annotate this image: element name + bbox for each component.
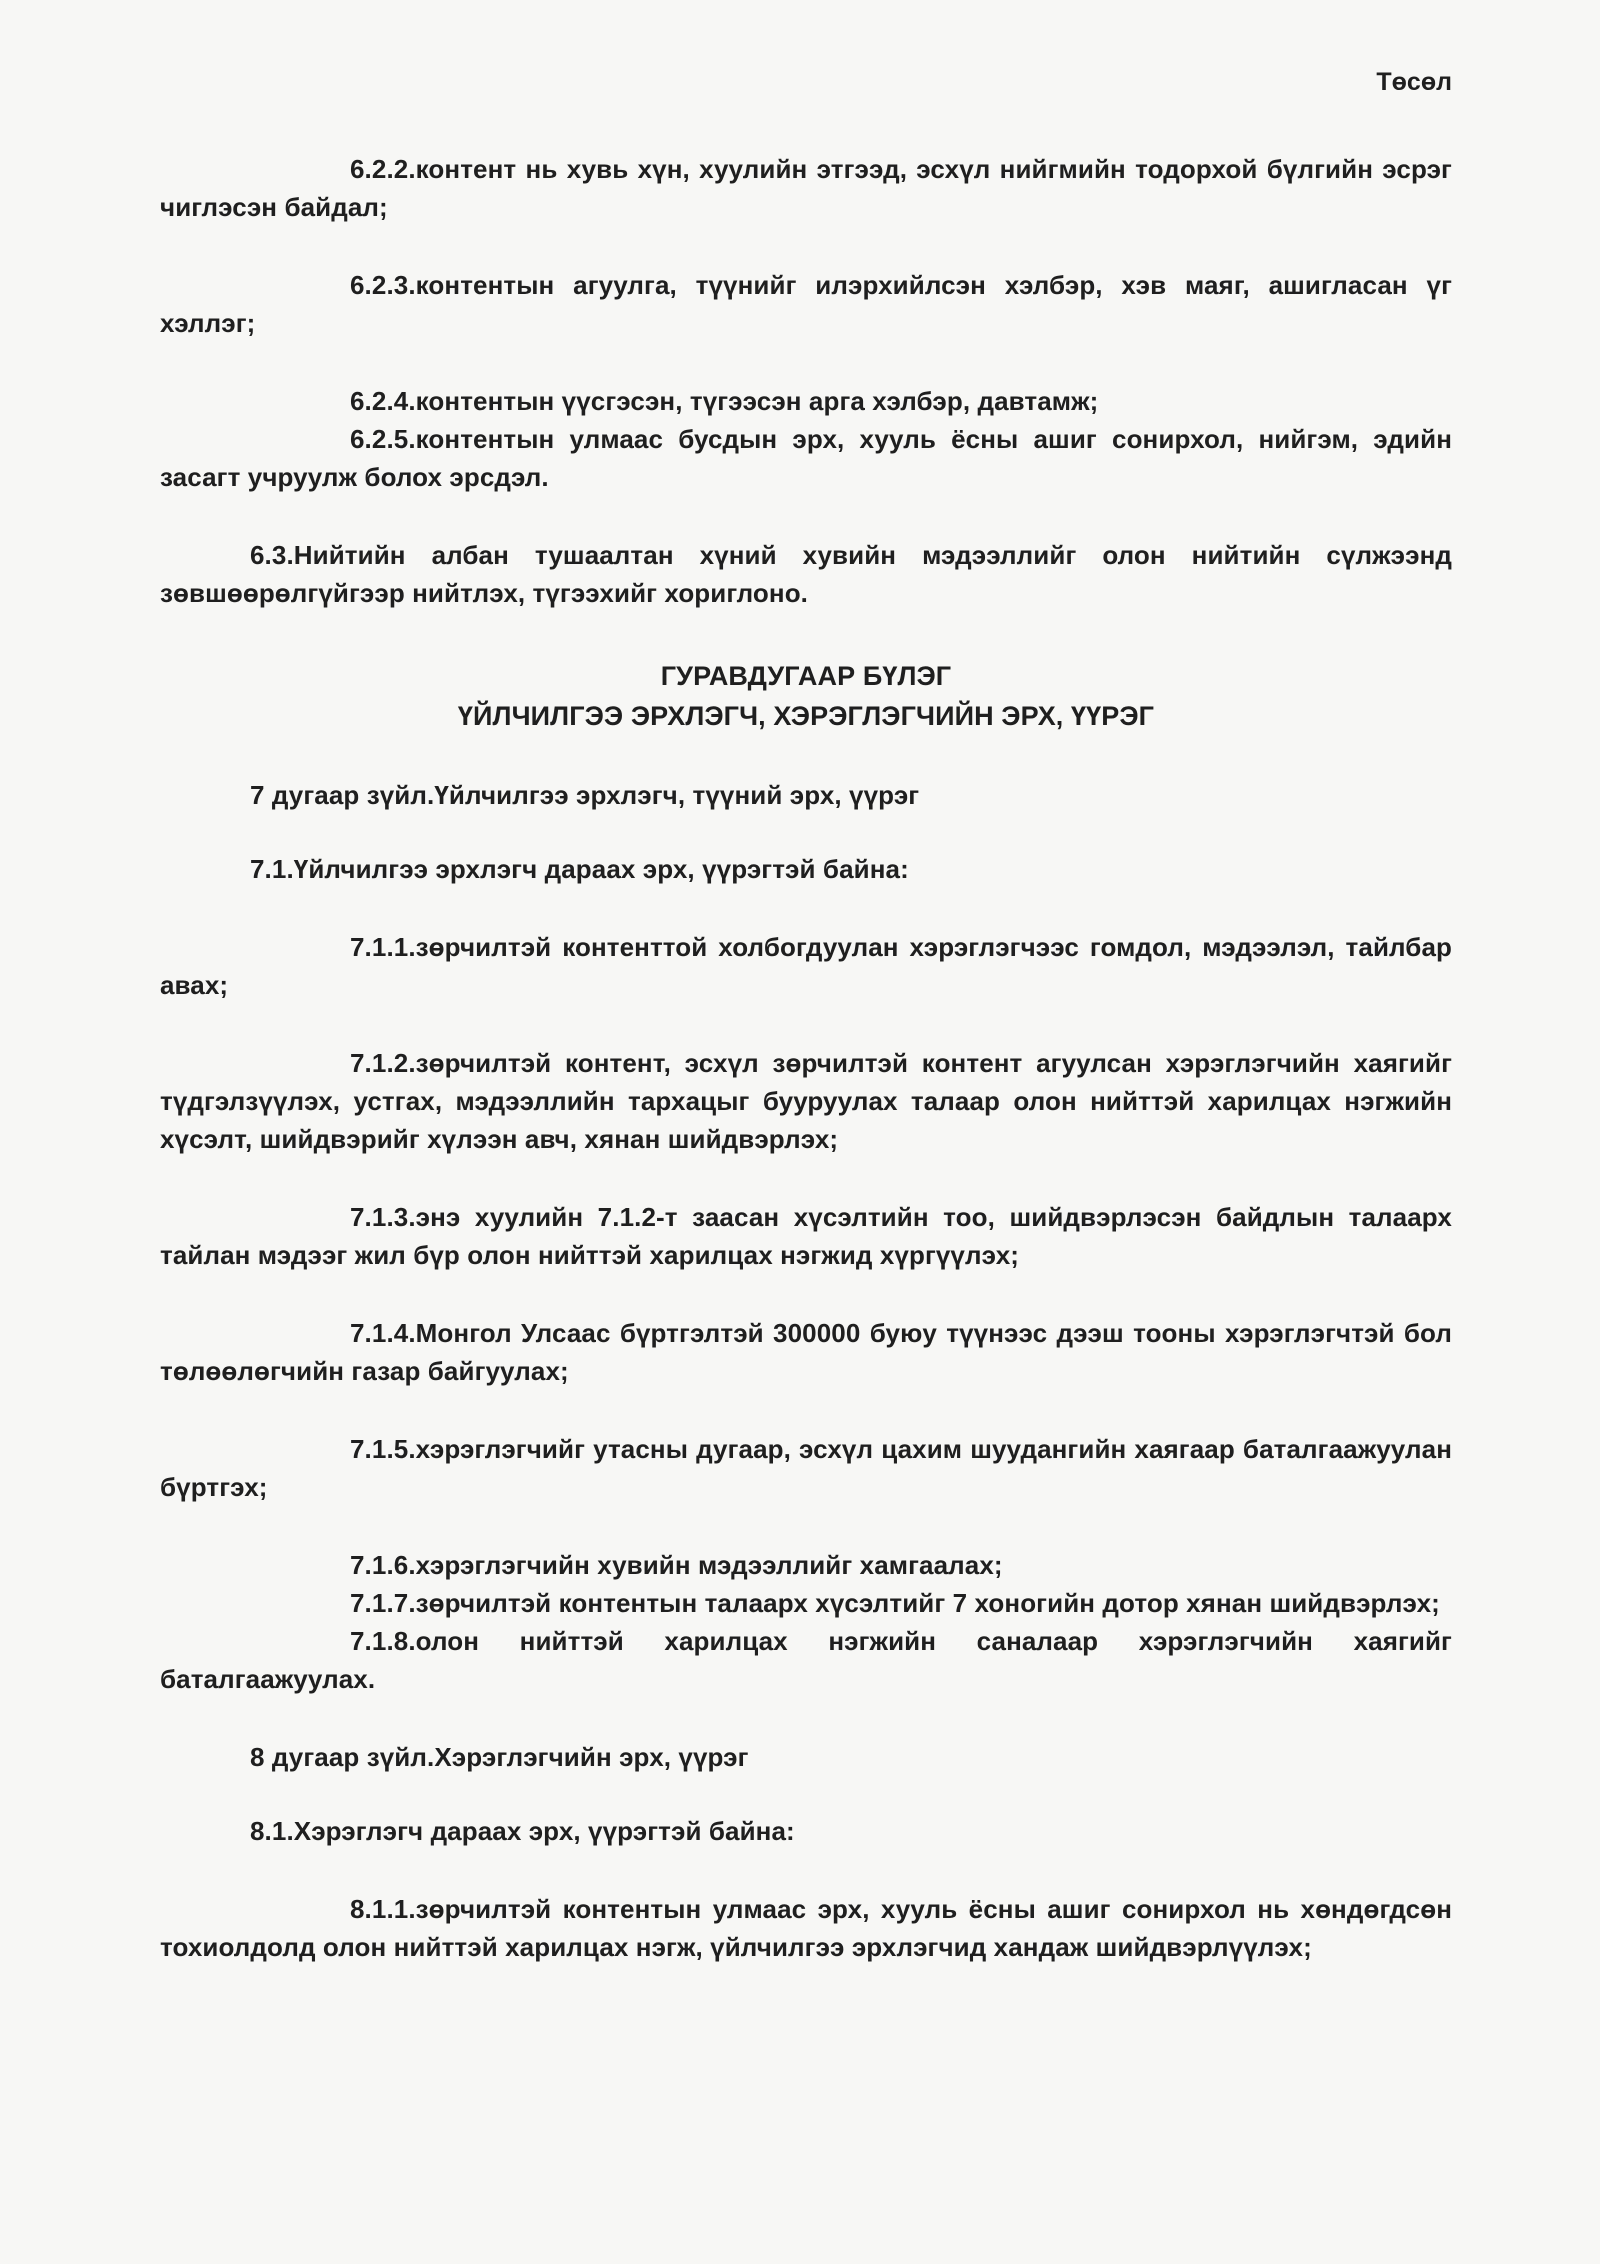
paragraph-6-2-4: 6.2.4.контентын үүсгэсэн, түгээсэн арга хэлбэр, давтамж; <box>350 386 1099 416</box>
article-8-intro: 8.1.Хэрэглэгч дараах эрх, үүрэгтэй байна: <box>250 1816 795 1846</box>
item-7-1-5: 7.1.5.хэрэглэгчийг утасны дугаар, эсхүл цахим шуудангийн хаягаар баталгаажуулан бүртгэх; <box>160 1434 1452 1502</box>
item-8-1-1: 8.1.1.зөрчилтэй контентын улмаас эрх, хууль ёсны ашиг сонирхол нь хөндөгдсөн тохиолдолд олон нийттэй харилцах нэгж, үйлчилгээ эрхлэгчид хандаж шийдвэрлүүлэх; <box>160 1894 1452 1962</box>
article-7-title: 7 дугаар зүйл.Үйлчилгээ эрхлэгч, түүний эрх, үүрэг <box>250 780 920 810</box>
article-7-intro: 7.1.Үйлчилгээ эрхлэгч дараах эрх, үүрэгтэй байна: <box>250 854 909 884</box>
chapter-heading <box>160 656 1452 736</box>
paragraph-6-2-2: 6.2.2.контент нь хувь хүн, хуулийн этгээд, эсхүл нийгмийн тодорхой бүлгийн эсрэг чиглэсэн байдал; <box>160 154 1452 222</box>
item-7-1-4: 7.1.4.Монгол Улсаас бүртгэлтэй 300000 буюу түүнээс дээш тооны хэрэглэгчтэй бол төлөөлөгчийн газар байгуулах; <box>160 1318 1452 1386</box>
document-body <box>160 150 1452 1966</box>
article-8-title: 8 дугаар зүйл.Хэрэглэгчийн эрх, үүрэг <box>250 1742 749 1772</box>
item-7-1-2: 7.1.2.зөрчилтэй контент, эсхүл зөрчилтэй контент агуулсан хэрэглэгчийн хаягийг түдгэлзүүлэх, устгах, мэдээллийн тархацыг бууруулах талаар олон нийттэй харилцах нэгжийн хүсэлт, шийдвэрийг хүлээн авч, хянан шийдвэрлэх; <box>160 1048 1452 1154</box>
paragraph-6-2-5: 6.2.5.контентын улмаас бусдын эрх, хууль ёсны ашиг сонирхол, нийгэм, эдийн засагт учруулж болох эрсдэл. <box>160 424 1452 492</box>
item-7-1-6: 7.1.6.хэрэглэгчийн хувийн мэдээллийг хамгаалах; <box>350 1550 1003 1580</box>
paragraph-6-3: 6.3.Нийтийн албан тушаалтан хүний хувийн мэдээллийг олон нийтийн сүлжээнд зөвшөөрөлгүйгээр нийтлэх, түгээхийг хориглоно. <box>160 540 1452 608</box>
chapter-number: ГУРАВДУГААР БҮЛЭГ <box>660 661 952 691</box>
item-7-1-7: 7.1.7.зөрчилтэй контентын талаарх хүсэлтийг 7 хоногийн дотор хянан шийдвэрлэх; <box>350 1588 1440 1618</box>
item-7-1-1: 7.1.1.зөрчилтэй контенттой холбогдуулан хэрэглэгчээс гомдол, мэдээлэл, тайлбар авах; <box>160 932 1452 1000</box>
draft-label: Төсөл <box>1376 68 1452 96</box>
chapter-title: ҮЙЛЧИЛГЭЭ ЭРХЛЭГЧ, ХЭРЭГЛЭГЧИЙН ЭРХ, ҮҮРЭГ <box>457 701 1155 731</box>
item-7-1-3: 7.1.3.энэ хуулийн 7.1.2-т заасан хүсэлтийн тоо, шийдвэрлэсэн байдлын талаарх тайлан мэдээг жил бүр олон нийттэй харилцах нэгжид хүргүүлэх; <box>160 1202 1452 1270</box>
paragraph-6-2-3: 6.2.3.контентын агуулга, түүнийг илэрхийлсэн хэлбэр, хэв маяг, ашигласан үг хэллэг; <box>160 270 1452 338</box>
item-7-1-8: 7.1.8.олон нийттэй харилцах нэгжийн саналаар хэрэглэгчийн хаягийг баталгаажуулах. <box>160 1626 1452 1694</box>
